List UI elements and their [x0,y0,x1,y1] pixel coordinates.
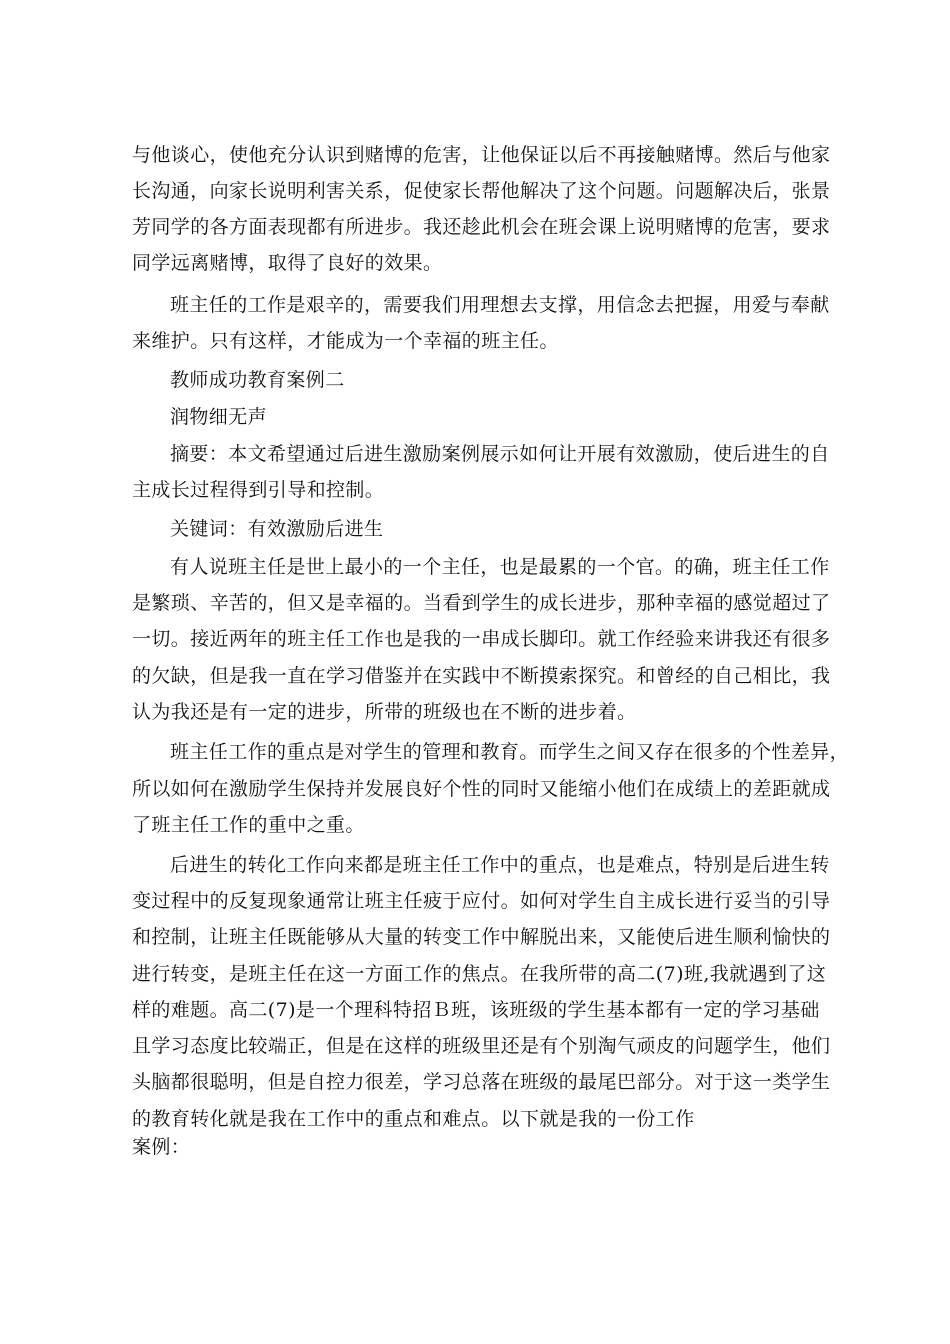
text-line: 头脑都很聪明，但是自控力很差，学习总落在班级的最尾巴部分。对于这一类学生 [132,1071,831,1093]
text-line: 变过程中的反复现象通常让班主任疲于应付。如何对学生自主成长进行妥当的引导 [132,890,831,912]
text-line: 样的难题。高二(7)是一个理科特招Ｂ班，该班级的学生基本都有一定的学习基础 [132,999,820,1021]
text-line: 的欠缺，但是我一直在学习借鉴并在实践中不断摸索探究。和曾经的自己相比，我 [132,665,831,687]
text-line: 的教育转化就是我在工作中的重点和难点。以下就是我的一份工作 [132,1108,695,1130]
text-line: 所以如何在激励学生保持并发展良好个性的同时又能缩小他们在成绩上的差距就成 [132,778,831,800]
keywords-line: 关键词：有效激励后进生 [170,518,384,540]
abstract-first-line: 摘要：本文希望通过后进生激励案例展示如何让开展有效激励，使后进生的自 [170,443,830,465]
text-line: 与他谈心，使他充分认识到赌博的危害，让他保证以后不再接触赌博。然后与他家 [132,144,831,166]
text-line: 芳同学的各方面表现都有所进步。我还趁此机会在班会课上说明赌博的危害，要求 [132,216,831,238]
text-line: 长沟通，向家长说明利害关系，促使家长帮他解决了这个问题。问题解决后，张景 [132,180,831,202]
section-title: 教师成功教育案例二 [170,369,345,391]
paragraph-first-line: 后进生的转化工作向来都是班主任工作中的重点，也是难点，特别是后进生转 [170,854,830,876]
text-line: 来维护。只有这样，才能成为一个幸福的班主任。 [132,330,559,352]
text-line: 认为我还是有一定的进步，所带的班级也在不断的进步着。 [132,701,637,723]
text-line: 是繁琐、辛苦的，但又是幸福的。当看到学生的成长进步，那种幸福的感觉超过了 [132,592,831,614]
text-line: 同学远离赌博，取得了良好的效果。 [132,252,443,274]
text-line: 主成长过程得到引导和控制。 [132,479,385,501]
paragraph-first-line: 班主任的工作是艰辛的，需要我们用理想去支撑，用信念去把握，用爱与奉献 [170,294,830,316]
paragraph-first-line: 有人说班主任是世上最小的一个主任，也是最累的一个官。的确，班主任工作 [170,556,830,578]
text-line: 进行转变，是班主任在这一方面工作的焦点。在我所带的高二(7)班,我就遇到了这 [132,963,827,985]
text-line: 案例： [132,1136,191,1158]
text-line: 一切。接近两年的班主任工作也是我的一串成长脚印。就工作经验来讲我还有很多 [132,628,831,650]
text-line: 了班主任工作的重中之重。 [132,814,365,836]
text-line: 且学习态度比较端正，但是在这样的班级里还是有个别淘气顽皮的问题学生，他们 [132,1035,831,1057]
article-title: 润物细无声 [170,406,268,428]
text-line: 和控制，让班主任既能够从大量的转变工作中解脱出来，又能使后进生顺利愉快的 [132,926,831,948]
paragraph-first-line: 班主任工作的重点是对学生的管理和教育。而学生之间又存在很多的个性差异， [170,741,850,763]
